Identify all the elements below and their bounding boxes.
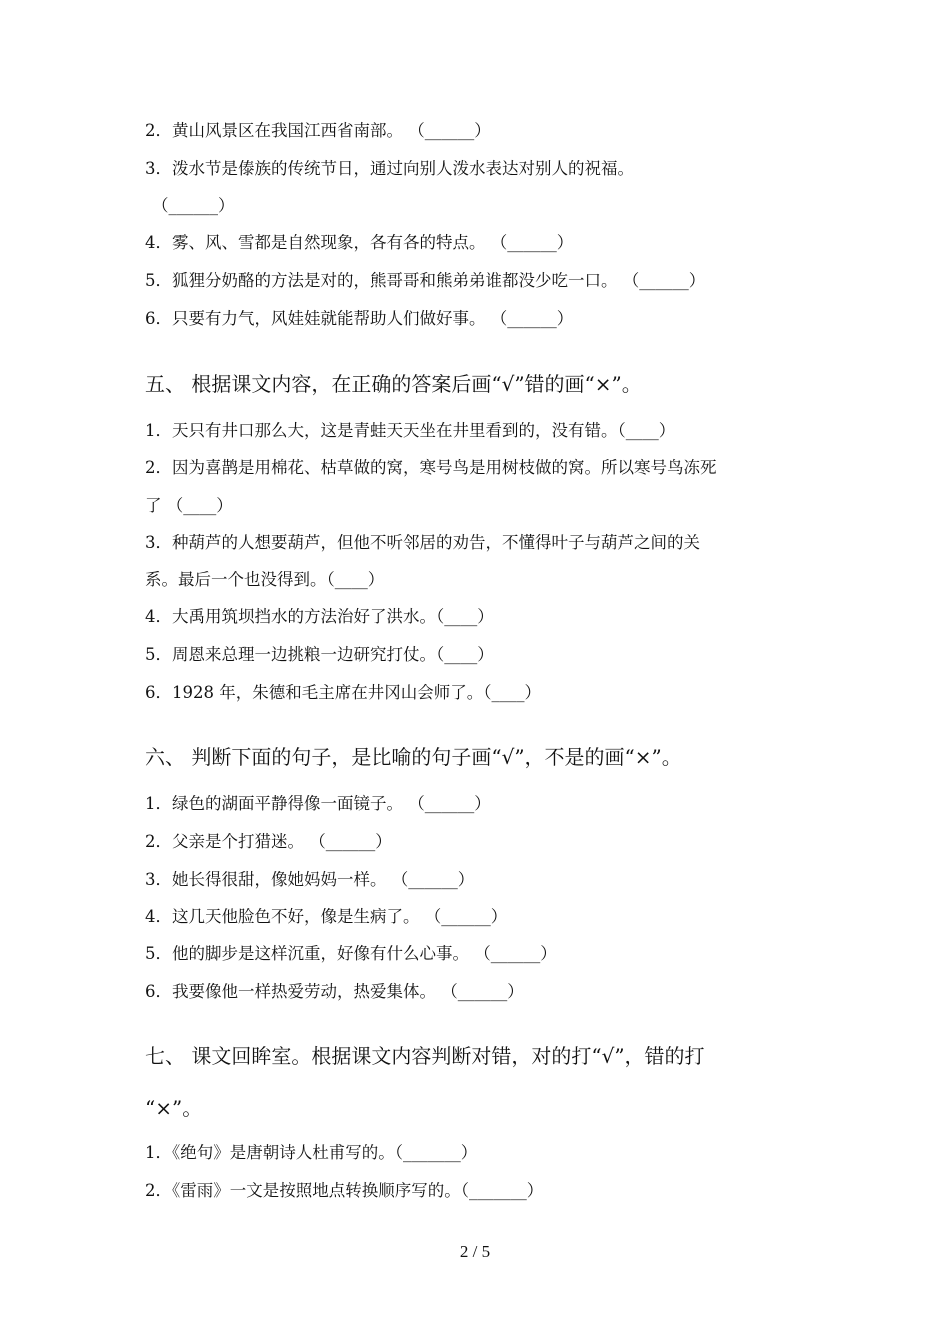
question-item: 6．只要有力气，风娃娃就能帮助人们做好事。 （______） [145, 309, 574, 328]
question-item: 1．《绝句》是唐朝诗人杜甫写的。（_______） [145, 1143, 478, 1162]
section-heading-5: 五、 根据课文内容，在正确的答案后画“√”错的画“×”。 [145, 372, 642, 396]
question-item: 6．我要像他一样热爱劳动，热爱集体。 （______） [145, 982, 524, 1001]
question-item: 6．1928 年，朱德和毛主席在井冈山会师了。（____） [145, 683, 541, 702]
question-item: 4．雾、风、雪都是自然现象，各有各的特点。 （______） [145, 233, 574, 252]
section-heading-6: 六、 判断下面的句子，是比喻的句子画“√”，不是的画“×”。 [145, 745, 682, 769]
question-item: 2．父亲是个打猎迷。 （______） [145, 832, 392, 851]
question-item: 1．绿色的湖面平静得像一面镜子。 （______） [145, 794, 491, 813]
question-item: 4．这几天他脸色不好，像是生病了。 （______） [145, 907, 508, 926]
question-item: 2．黄山风景区在我国江西省南部。 （______） [145, 121, 491, 140]
answer-blank: （______） [152, 196, 235, 215]
section-heading-7-continued: “×”。 [145, 1096, 203, 1120]
question-item: 3．她长得很甜，像她妈妈一样。 （______） [145, 870, 475, 889]
page-number: 2 / 5 [459, 1242, 491, 1261]
question-item: 2．因为喜鹊是用棉花、枯草做的窝，寒号鸟是用树枝做的窝。所以寒号鸟冻死 [145, 458, 717, 477]
question-item: 5．他的脚步是这样沉重，好像有什么心事。 （______） [145, 944, 557, 963]
question-item-continued: 了 （____） [145, 496, 233, 515]
question-item: 5．狐狸分奶酪的方法是对的，熊哥哥和熊弟弟谁都没少吃一口。 （______） [145, 271, 706, 290]
question-item: 1．天只有井口那么大，这是青蛙天天坐在井里看到的，没有错。（____） [145, 421, 676, 440]
question-item: 2．《雷雨》一文是按照地点转换顺序写的。（_______） [145, 1181, 544, 1200]
section-heading-7: 七、 课文回眸室。根据课文内容判断对错，对的打“√”，错的打 [145, 1044, 705, 1068]
question-item: 4．大禹用筑坝挡水的方法治好了洪水。（____） [145, 607, 494, 626]
question-item: 5．周恩来总理一边挑粮一边研究打仗。（____） [145, 645, 494, 664]
question-item: 3．泼水节是傣族的传统节日，通过向别人泼水表达对别人的祝福。 [145, 159, 634, 178]
question-item: 3．种葫芦的人想要葫芦，但他不听邻居的劝告，不懂得叶子与葫芦之间的关 [145, 533, 700, 552]
question-item-continued: 系。最后一个也没得到。（____） [145, 570, 385, 589]
